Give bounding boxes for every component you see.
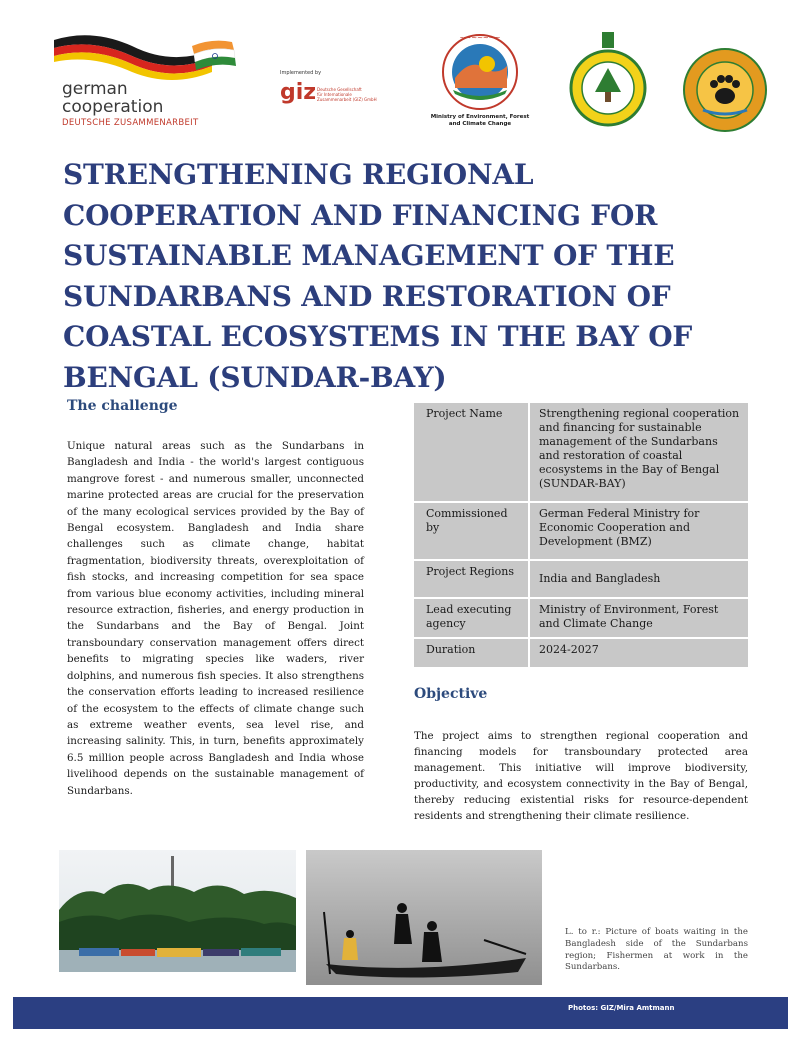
gc-line2: cooperation (62, 97, 164, 117)
tiger-paw-emblem-icon (683, 48, 767, 132)
giz-implemented: Implemented by (280, 70, 322, 76)
challenge-text: Unique natural areas such as the Sundarbans in Bangladesh and India - the world's largest contiguous mangrove forest - and numerous smaller, unconnected marine protected areas are crucial for the preservation of the many ecological services provided by the Bay of Bengal ecosystem. Bangladesh and India share challenges such as climate change, habitat fragmentation, biodiversity threats, overexploitation of fish stocks, and increasing competition for sea space from various blue economy activities, including mineral resource extraction, fisheries, and energy production in the Sundarbans and the Bay of Bengal. Joint transboundary conservation management offers direct benefits to migrating species like waders, river dolphins, and numerous fish species. It also strengthens the conservation efforts leading to increased resilience of the ecosystem to the effects of climate change such as extreme weather events, sea level rise, and increasing salinity. This, in turn, benefits approximately 6.5 million people across Bangladesh and India whose livelihood depends on the sustainable management of Sundarbans. (67, 440, 364, 797)
fishermen-photo (306, 850, 542, 985)
page-title: STRENGTHENING REGIONAL COOPERATION AND FINANCING FOR SUSTAINABLE MANAGEMENT OF THE SUNDARBANS AND RESTORATION OF COASTAL ECOSYSTEMS IN THE BAY OF BENGAL (SUNDAR-BAY) (63, 158, 693, 394)
giz-logo (280, 70, 400, 110)
gc-sub: DEUTSCHE ZUSAMMENARBEIT (62, 118, 199, 128)
table-row (414, 503, 748, 561)
west-bengal-forest-logo (563, 28, 653, 128)
giz-sub-1: Deutsche Gesellschaft (317, 87, 362, 92)
table-value: 2024-2027 (528, 639, 748, 669)
project-info-table (414, 403, 748, 669)
giz-word: giz (280, 80, 317, 105)
table-value: Strengthening regional cooperation and financing for sustainable management of the Sundarbans and restoration of coastal ecosystems in the Bay of Bengal (SUNDAR-BAY) (528, 403, 748, 503)
table-row (414, 599, 748, 639)
table-key: Project Regions (414, 561, 528, 599)
table-value: India and Bangladesh (528, 561, 748, 599)
footer-bar (13, 997, 788, 1029)
moefcc-emblem-icon (425, 28, 535, 112)
objective-text: The project aims to strengthen regional cooperation and financing models for transboundary protected area management. This initiative will improve biodiversity, productivity, and ecosystem connectivity in the Bay of Bengal, thereby reducing existential risks for resource-dependent residents and strengthening their climate resilience. (414, 730, 748, 822)
sundarban-tiger-reserve-logo (683, 48, 767, 132)
gc-line1: german (62, 79, 128, 99)
objective-heading: Objective (414, 686, 488, 702)
moefcc-logo (425, 28, 535, 130)
table-key: Project Name (414, 403, 528, 503)
moef-caption-2: and Climate Change (448, 120, 512, 127)
german-cooperation-logo (52, 28, 252, 128)
table-key: Lead executing agency (414, 599, 528, 639)
table-value: German Federal Ministry for Economic Cooperation and Development (BMZ) (528, 503, 748, 561)
giz-sub-3: Zusammenarbeit (GIZ) GmbH (317, 97, 377, 102)
boats-photo (59, 850, 296, 972)
challenge-heading: The challenge (67, 398, 178, 414)
photo-credit: Photos: GIZ/Mira Amtmann (568, 1004, 675, 1012)
west-bengal-emblem-icon (563, 28, 653, 128)
moef-caption-1: Ministry of Environment, Forest (430, 114, 530, 120)
table-row (414, 561, 748, 599)
svg-text:~~~~~~~: ~~~~~~~ (459, 34, 501, 42)
table-key: Commissioned by (414, 503, 528, 561)
table-row (414, 639, 748, 669)
table-key: Duration (414, 639, 528, 669)
table-row (414, 403, 748, 503)
giz-sub-2: für Internationale (317, 92, 352, 97)
photo-caption: L. to r.: Picture of boats waiting in the Bangladesh side of the Sundarbans region; Fishermen at work in the Sundarbans. (565, 927, 748, 973)
table-value: Ministry of Environment, Forest and Climate Change (528, 599, 748, 639)
